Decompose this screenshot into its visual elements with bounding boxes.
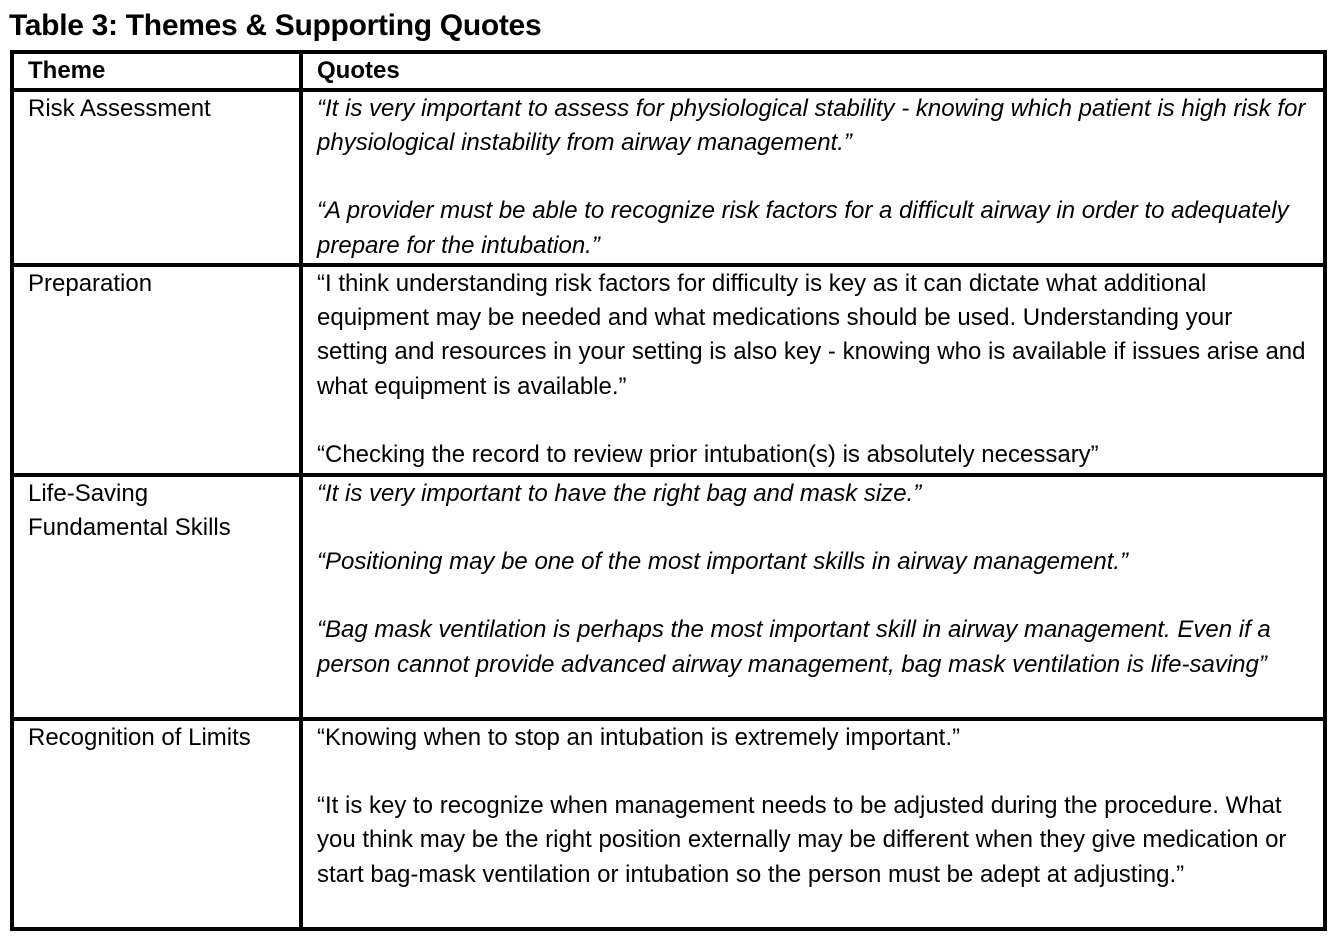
themes-table <box>10 50 1327 931</box>
table-header-row <box>12 52 1325 90</box>
quote-text: “Knowing when to stop an intubation is extremely important.” <box>317 724 960 751</box>
quote-text: “Bag mask ventilation is perhaps the most important skill in airway management. Even if a person cannot provide advanced airway management, bag mask ventilation is life-saving” <box>317 616 1271 678</box>
table-row <box>12 719 1325 929</box>
quote-text: “A provider must be able to recognize risk factors for a difficult airway in order to adequately prepare for the intubation.” <box>317 197 1289 259</box>
quotes-cell <box>301 475 1325 719</box>
quote-text: “It is key to recognize when management needs to be adjusted during the procedure. What you think may be the right position externally may be different when they give medication or start bag-mask ventilation or intubation so the person must be adept at adjusting.” <box>317 792 1287 888</box>
quote-text: “It is very important to have the right bag and mask size.” <box>317 480 922 507</box>
theme-label: Preparation <box>28 270 153 297</box>
table-row <box>12 90 1325 265</box>
theme-cell <box>12 719 301 929</box>
theme-label: Risk Assessment <box>28 95 211 122</box>
table-caption: Table 3: Themes & Supporting Quotes <box>9 9 542 42</box>
quote-text: “Checking the record to review prior intubation(s) is absolutely necessary” <box>317 440 1099 468</box>
quotes-cell <box>301 265 1325 475</box>
table-row <box>12 475 1325 719</box>
quote-text: “Positioning may be one of the most important skills in airway management.” <box>317 548 1129 576</box>
quotes-cell <box>301 719 1325 929</box>
theme-label: Life-Saving Fundamental Skills <box>28 480 231 542</box>
quote-text: “I think understanding risk factors for difficulty is key as it can dictate what additional equipment may be needed and what medications should be used. Understanding your setting and resources in your setting is also key - knowing who is available if issues arise and what equipment is available.” <box>317 270 1306 400</box>
table-row <box>12 265 1325 475</box>
theme-label: Recognition of Limits <box>28 724 251 751</box>
quote-text: “It is very important to assess for physiological stability - knowing which patient is high risk for physiological instability from airway management.” <box>317 95 1306 157</box>
quotes-cell <box>301 90 1325 265</box>
theme-cell <box>12 265 301 475</box>
theme-cell <box>12 90 301 265</box>
header-quotes: Quotes <box>301 52 1325 90</box>
theme-cell <box>12 475 301 719</box>
header-theme: Theme <box>12 52 301 90</box>
